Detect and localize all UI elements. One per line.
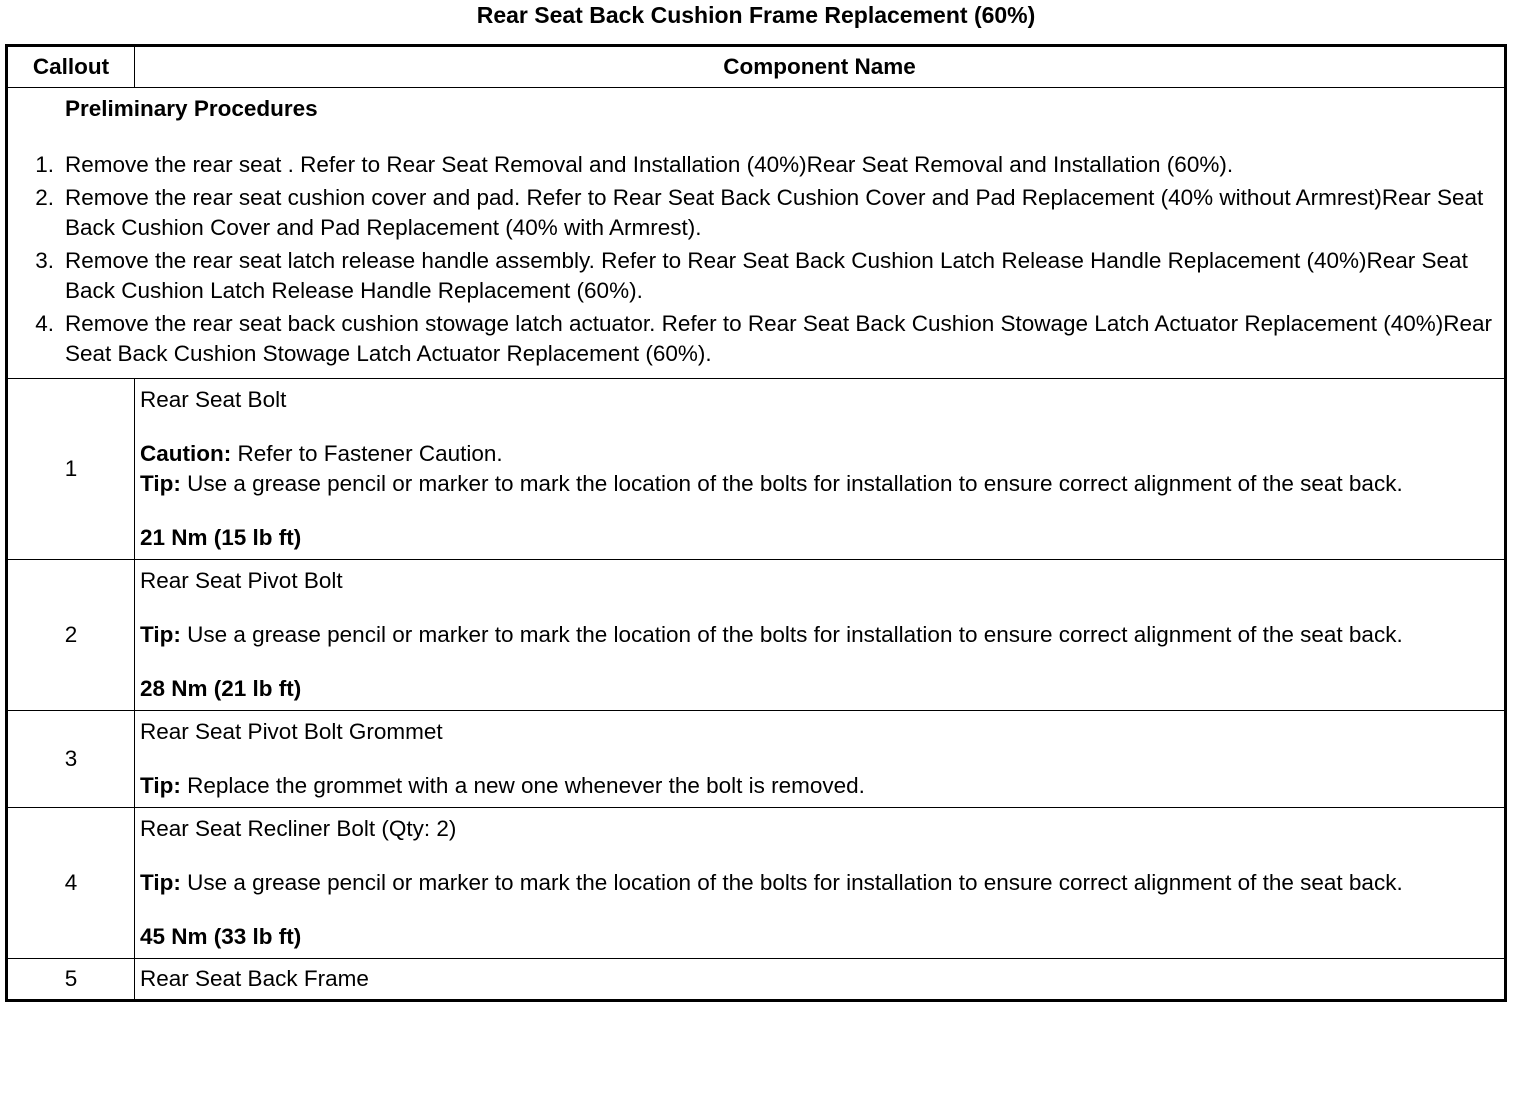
torque-spec: 21 Nm (15 lb ft) bbox=[140, 525, 302, 550]
list-item bbox=[26, 150, 1494, 180]
torque-spec: 45 Nm (33 lb ft) bbox=[140, 924, 302, 949]
component-cell bbox=[135, 711, 1506, 808]
table-row bbox=[7, 959, 1506, 1001]
list-item bbox=[26, 183, 1494, 243]
step-number: 2. bbox=[35, 185, 54, 210]
list-item bbox=[26, 246, 1494, 306]
preliminary-procedures bbox=[7, 88, 1506, 379]
step-text: Remove the rear seat . Refer to Rear Seat Removal and Installation (40%)Rear Seat Removal and Installation (60%). bbox=[65, 152, 1234, 177]
preliminary-heading: Preliminary Procedures bbox=[65, 96, 318, 121]
tip-label: Tip: bbox=[140, 870, 181, 895]
callout-number: 3 bbox=[7, 711, 135, 808]
step-number: 3. bbox=[35, 248, 54, 273]
component-cell bbox=[135, 808, 1506, 959]
step-text: Remove the rear seat back cushion stowage latch actuator. Refer to Rear Seat Back Cushion Stowage Latch Actuator Replacement (40%)Rear Seat Back Cushion Stowage Latch Actuator Replacement (60%). bbox=[65, 311, 1493, 366]
tip-note bbox=[140, 469, 1484, 499]
table-row bbox=[7, 711, 1506, 808]
caution-note bbox=[140, 439, 1484, 469]
torque-spec: 28 Nm (21 lb ft) bbox=[140, 676, 302, 701]
callout-number: 1 bbox=[7, 379, 135, 560]
list-item bbox=[26, 309, 1494, 369]
component-name: Rear Seat Back Frame bbox=[140, 966, 369, 991]
tip-note bbox=[140, 868, 1484, 898]
tip-label: Tip: bbox=[140, 622, 181, 647]
caution-label: Caution: bbox=[140, 441, 232, 466]
callout-column-header: Callout bbox=[7, 46, 135, 88]
component-cell bbox=[135, 959, 1506, 1001]
table-row bbox=[7, 808, 1506, 959]
callout-number: 5 bbox=[7, 959, 135, 1001]
table-header-row bbox=[7, 46, 1506, 88]
preliminary-row bbox=[7, 88, 1506, 379]
tip-text: Use a grease pencil or marker to mark the location of the bolts for installation to ensure correct alignment of the seat back. bbox=[180, 471, 1403, 496]
tip-label: Tip: bbox=[140, 471, 181, 496]
callout-number: 4 bbox=[7, 808, 135, 959]
component-cell bbox=[135, 560, 1506, 711]
component-column-header: Component Name bbox=[135, 46, 1506, 88]
component-name: Rear Seat Pivot Bolt Grommet bbox=[140, 719, 443, 744]
component-name: Rear Seat Recliner Bolt (Qty: 2) bbox=[140, 816, 457, 841]
step-text: Remove the rear seat cushion cover and pad. Refer to Rear Seat Back Cushion Cover and Pad Replacement (40% without Armrest)Rear Seat Back Cushion Cover and Pad Replacement (40% with Armrest). bbox=[65, 185, 1484, 240]
step-text: Remove the rear seat latch release handle assembly. Refer to Rear Seat Back Cushion Latch Release Handle Replacement (40%)Rear Seat Back Cushion Latch Release Handle Replacement (60%). bbox=[65, 248, 1468, 303]
callout-number: 2 bbox=[7, 560, 135, 711]
component-name: Rear Seat Pivot Bolt bbox=[140, 568, 343, 593]
table-row bbox=[7, 379, 1506, 560]
tip-text: Use a grease pencil or marker to mark the location of the bolts for installation to ensure correct alignment of the seat back. bbox=[180, 622, 1403, 647]
tip-note bbox=[140, 771, 1484, 801]
tip-label: Tip: bbox=[140, 773, 181, 798]
table-row bbox=[7, 560, 1506, 711]
document-title: Rear Seat Back Cushion Frame Replacement (60%) bbox=[476, 2, 1036, 28]
tip-text: Use a grease pencil or marker to mark the location of the bolts for installation to ensure correct alignment of the seat back. bbox=[180, 870, 1403, 895]
tip-note bbox=[140, 620, 1484, 650]
component-table bbox=[5, 44, 1507, 1002]
step-number: 4. bbox=[35, 311, 54, 336]
caution-text: Refer to Fastener Caution. bbox=[231, 441, 503, 466]
component-name: Rear Seat Bolt bbox=[140, 387, 287, 412]
tip-text: Replace the grommet with a new one whenever the bolt is removed. bbox=[180, 773, 865, 798]
preliminary-steps bbox=[26, 150, 1494, 369]
step-number: 1. bbox=[35, 152, 54, 177]
component-cell bbox=[135, 379, 1506, 560]
